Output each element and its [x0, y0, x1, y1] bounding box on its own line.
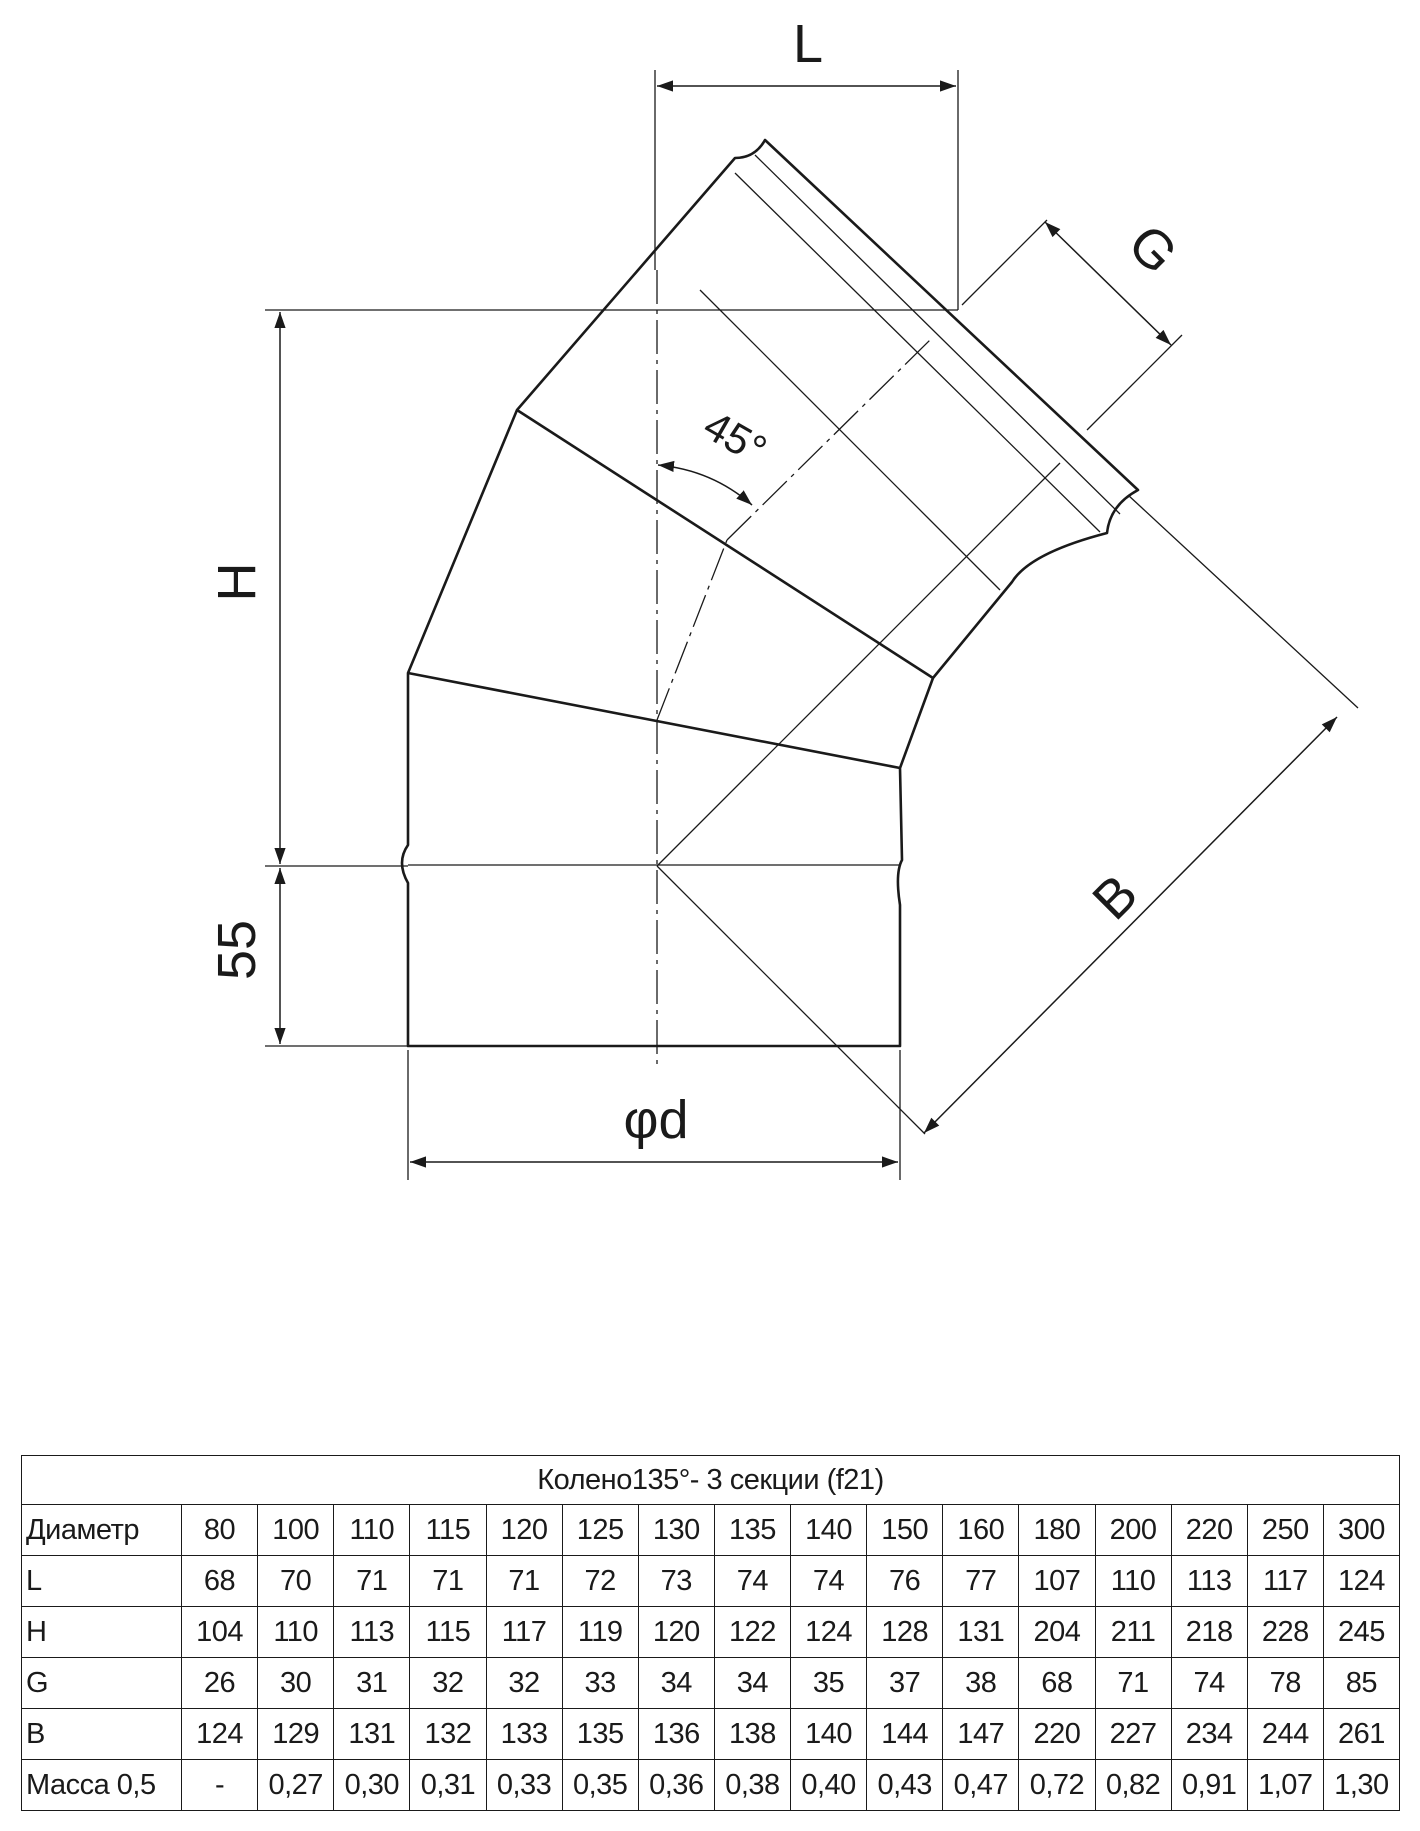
table-cell: 0,40: [791, 1760, 867, 1811]
table-row-mass: [22, 1760, 1400, 1811]
table-cell: 261: [1323, 1709, 1399, 1760]
table-cell: 71: [486, 1556, 562, 1607]
table-cell: 1,07: [1247, 1760, 1323, 1811]
table-cell: 35: [791, 1658, 867, 1709]
table-cell: 76: [867, 1556, 943, 1607]
table-cell: 227: [1095, 1709, 1171, 1760]
table-cell: 71: [410, 1556, 486, 1607]
table-cell: 119: [562, 1607, 638, 1658]
table-cell: 37: [867, 1658, 943, 1709]
table-cell: 128: [867, 1607, 943, 1658]
table-cell: 0,30: [334, 1760, 410, 1811]
table-cell: 68: [182, 1556, 258, 1607]
row-label: L: [22, 1556, 182, 1607]
table-cell: 80: [182, 1505, 258, 1556]
table-cell: 204: [1019, 1607, 1095, 1658]
table-cell: 150: [867, 1505, 943, 1556]
table-cell: 124: [182, 1709, 258, 1760]
table-cell: 0,33: [486, 1760, 562, 1811]
table-cell: 77: [943, 1556, 1019, 1607]
table-cell: 0,91: [1171, 1760, 1247, 1811]
table-cell: 71: [334, 1556, 410, 1607]
table-cell: 135: [714, 1505, 790, 1556]
table-row-G: [22, 1658, 1400, 1709]
table-cell: 122: [714, 1607, 790, 1658]
label-G: G: [1116, 213, 1189, 286]
table-cell: 113: [1171, 1556, 1247, 1607]
table-cell: 234: [1171, 1709, 1247, 1760]
table-cell: 160: [943, 1505, 1019, 1556]
dimensions-table: [21, 1455, 1400, 1811]
table-cell: 0,36: [638, 1760, 714, 1811]
table-row-L: [22, 1556, 1400, 1607]
table-row-H: [22, 1607, 1400, 1658]
table-cell: 228: [1247, 1607, 1323, 1658]
table-cell: 180: [1019, 1505, 1095, 1556]
table-cell: 34: [714, 1658, 790, 1709]
table-cell: 74: [791, 1556, 867, 1607]
table-cell: 33: [562, 1658, 638, 1709]
table-title-row: [22, 1456, 1400, 1505]
table-cell: 124: [791, 1607, 867, 1658]
table-cell: 0,27: [258, 1760, 334, 1811]
table-cell: 113: [334, 1607, 410, 1658]
table-cell: 72: [562, 1556, 638, 1607]
table-cell: 136: [638, 1709, 714, 1760]
table-cell: 135: [562, 1709, 638, 1760]
label-angle: 45°: [695, 401, 775, 474]
table-cell: 200: [1095, 1505, 1171, 1556]
table-cell: 110: [258, 1607, 334, 1658]
table-cell: 245: [1323, 1607, 1399, 1658]
table-cell: 117: [486, 1607, 562, 1658]
label-B: B: [1081, 863, 1150, 932]
table-cell: 130: [638, 1505, 714, 1556]
table-cell: 100: [258, 1505, 334, 1556]
table-cell: 120: [486, 1505, 562, 1556]
table-cell: 78: [1247, 1658, 1323, 1709]
table-cell: 32: [486, 1658, 562, 1709]
table-cell: 34: [638, 1658, 714, 1709]
table-title: Колено135°- 3 секции (f21): [22, 1456, 1400, 1505]
table-cell: 300: [1323, 1505, 1399, 1556]
table-cell: 117: [1247, 1556, 1323, 1607]
table-cell: 71: [1095, 1658, 1171, 1709]
table-cell: 140: [791, 1709, 867, 1760]
table-cell: 218: [1171, 1607, 1247, 1658]
table-cell: 0,43: [867, 1760, 943, 1811]
table-cell: 144: [867, 1709, 943, 1760]
row-label: B: [22, 1709, 182, 1760]
row-label: H: [22, 1607, 182, 1658]
table-cell: 131: [943, 1607, 1019, 1658]
table-row-B: [22, 1709, 1400, 1760]
centre-lines: [657, 270, 930, 1065]
table-cell: 131: [334, 1709, 410, 1760]
table-cell: 26: [182, 1658, 258, 1709]
table-cell: 250: [1247, 1505, 1323, 1556]
table-cell: 115: [410, 1505, 486, 1556]
table-cell: 140: [791, 1505, 867, 1556]
label-d: φd: [623, 1090, 689, 1150]
table-cell: 220: [1019, 1709, 1095, 1760]
table-cell: 104: [182, 1607, 258, 1658]
table-cell: 132: [410, 1709, 486, 1760]
table-cell: 0,38: [714, 1760, 790, 1811]
table-cell: 110: [334, 1505, 410, 1556]
row-label: G: [22, 1658, 182, 1709]
table-cell: 73: [638, 1556, 714, 1607]
table-cell: 0,31: [410, 1760, 486, 1811]
table-cell: 110: [1095, 1556, 1171, 1607]
label-L: L: [792, 14, 824, 74]
table-cell: 124: [1323, 1556, 1399, 1607]
table-cell: 1,30: [1323, 1760, 1399, 1811]
table-cell: 31: [334, 1658, 410, 1709]
table-cell: 32: [410, 1658, 486, 1709]
table-cell: 0,47: [943, 1760, 1019, 1811]
table-cell: 68: [1019, 1658, 1095, 1709]
table-cell: 133: [486, 1709, 562, 1760]
table-cell: 38: [943, 1658, 1019, 1709]
elbow-outline: [402, 140, 1138, 1046]
table-row-diameter: [22, 1505, 1400, 1556]
label-55: 55: [207, 919, 267, 981]
table-cell: 220: [1171, 1505, 1247, 1556]
table-cell: 115: [410, 1607, 486, 1658]
table-cell: 138: [714, 1709, 790, 1760]
table-cell: -: [182, 1760, 258, 1811]
table-cell: 211: [1095, 1607, 1171, 1658]
table-cell: 0,72: [1019, 1760, 1095, 1811]
table-cell: 129: [258, 1709, 334, 1760]
row-label: Диаметр: [22, 1505, 182, 1556]
table-cell: 147: [943, 1709, 1019, 1760]
table-cell: 107: [1019, 1556, 1095, 1607]
table-cell: 120: [638, 1607, 714, 1658]
table-cell: 70: [258, 1556, 334, 1607]
table-cell: 125: [562, 1505, 638, 1556]
table-cell: 74: [714, 1556, 790, 1607]
table-cell: 85: [1323, 1658, 1399, 1709]
table-cell: 0,35: [562, 1760, 638, 1811]
dim-angle-arc: [658, 465, 752, 505]
dim-B-line: [924, 717, 1337, 1133]
row-label: Масса 0,5: [22, 1760, 182, 1811]
table-cell: 244: [1247, 1709, 1323, 1760]
table-cell: 30: [258, 1658, 334, 1709]
table-cell: 0,82: [1095, 1760, 1171, 1811]
table-cell: 74: [1171, 1658, 1247, 1709]
label-H: H: [207, 562, 267, 602]
